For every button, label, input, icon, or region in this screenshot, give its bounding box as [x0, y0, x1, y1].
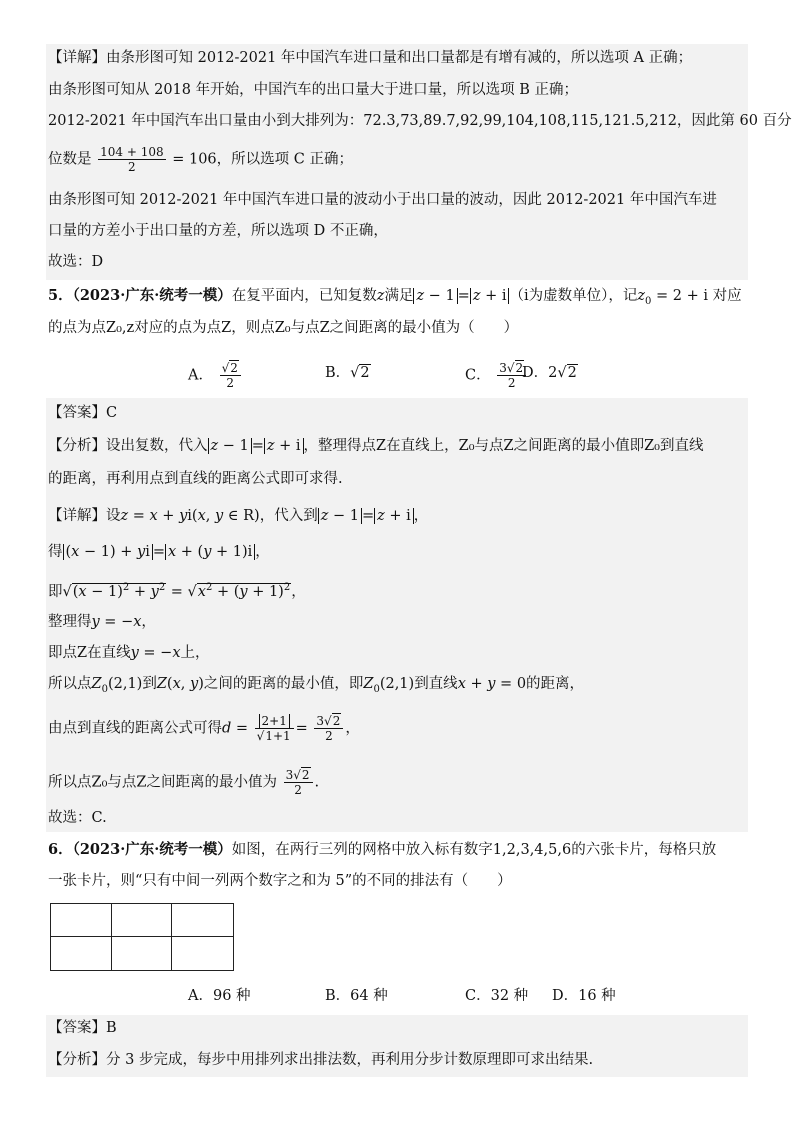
q5-detail-line-4: 整理得y = −x， [48, 614, 156, 630]
q6-answer: 【答案】B [48, 1020, 117, 1036]
q5-detail-line-3: 即$√(x - 1)^2 + y^2 = √x^2 + (y + 1)^2$， [48, 582, 306, 600]
q5-detail-line-8: 所以点Z₀与点Z之间距离的最小值为 $\frac{3√2}{2}$ . [48, 768, 320, 797]
card-grid-figure [50, 903, 234, 971]
grid-cell [51, 937, 112, 970]
q5-answer-choice: 故选：C. [48, 810, 107, 826]
q6-option-a[interactable]: A．96 种 [188, 988, 251, 1004]
percentile-fraction: $\frac{104 + 108}{2}$ [100, 145, 164, 174]
q4-detail-line-5: 由条形图可知 2012-2021 年中国汽车进口量的波动小于出口量的波动，因此 2012-2021 年中国汽车进 [48, 192, 717, 208]
grid-cell [51, 904, 112, 937]
q4-detail-line-2: 由条形图可知从 2018 年开始，中国汽车的出口量大于进口量，所以选项 B 正确； [48, 82, 578, 98]
q6-option-d[interactable]: D．16 种 [552, 988, 616, 1004]
q4-detail-line-3: 2012-2021 年中国汽车出口量由小到大排列为：72.3,73,89.7,92,99,104,108,115,121.5,212，因此第 60 百分 [48, 113, 792, 129]
q6-stem-line-2: 一张卡片，则“只有中间一列两个数字之和为 5”的不同的排法有（ ） [48, 873, 512, 889]
q4-answer-choice: 故选：D [48, 254, 104, 270]
q5-stem-line-1: 5．（2023·广东·统考一模）在复平面内，已知复数z满足 z − 1 = z + i （i为虚数单位），记$z_0 = 2 + i$ 对应 [48, 287, 742, 307]
q4-detail-line-1: 【详解】由条形图可知 2012-2021 年中国汽车进口量和出口量都是有增有减的，所以选项 A 正确； [48, 50, 693, 66]
q5-detail-line-5: 即点Z在直线y = −x上， [48, 645, 210, 661]
q5-analysis-line-2: 的距离，再利用点到直线的距离公式即可求得. [48, 471, 343, 487]
grid-cell [112, 937, 173, 970]
q5-answer: 【答案】C [48, 405, 118, 421]
q5-stem-line-2: 的点为点Z₀,z对应的点为点Z，则点Z₀与点Z之间距离的最小值为（ ） [48, 320, 519, 336]
q5-detail-line-1: 【详解】设z = x + yi(x, y ∈ R)，代入到 z − 1 = z + i ， [48, 508, 429, 524]
q6-stem-line-1: 6．（2023·广东·统考一模）如图，在两行三列的网格中放入标有数字1,2,3,4,5,6的六张卡片，每格只放 [48, 841, 717, 858]
q6-option-c[interactable]: C．32 种 [465, 988, 529, 1004]
grid-cell [172, 937, 233, 970]
grid-cell [172, 904, 233, 937]
q6-option-b[interactable]: B．64 种 [325, 988, 388, 1004]
q5-option-c[interactable]: C． $\frac{3√2}{2}$ [465, 361, 528, 390]
q5-detail-line-2: 得 (x − 1) + yi = x + (y + 1)i ， [48, 544, 270, 560]
q5-option-b[interactable]: B．√2 [325, 365, 370, 381]
q6-analysis-line-1: 【分析】分 3 步完成，每步中用排列求出排法数，再利用分步计数原理即可求出结果. [48, 1052, 594, 1068]
q4-detail-line-6: 口量的方差小于出口量的方差，所以选项 D 不正确， [48, 223, 388, 239]
q5-analysis-line-1: 【分析】设出复数，代入 z − 1 = z + i ，整理得点Z在直线上，Z₀与点Z之间距离的最小值即Z₀到直线 [48, 438, 704, 454]
grid-cell [112, 904, 173, 937]
q5-detail-line-6: 所以点$Z_0(2,1)$到Z(x, y)之间的距离的最小值，即$Z_0(2,1)$到直线x + y = 0的距离， [48, 676, 585, 695]
q5-detail-line-7: 由点到直线的距离公式可得d = $\frac{2+1}{√1+1}$ = $\frac{3√2}{2}$ ， [48, 714, 360, 743]
q5-option-d[interactable]: D．2√2 [522, 365, 577, 381]
q5-option-a[interactable]: A． $\frac{√2}{2}$ [188, 361, 243, 390]
q4-detail-line-4: 位数是 $\frac{104 + 108}{2}$ = 106，所以选项 C 正确； [48, 145, 353, 174]
